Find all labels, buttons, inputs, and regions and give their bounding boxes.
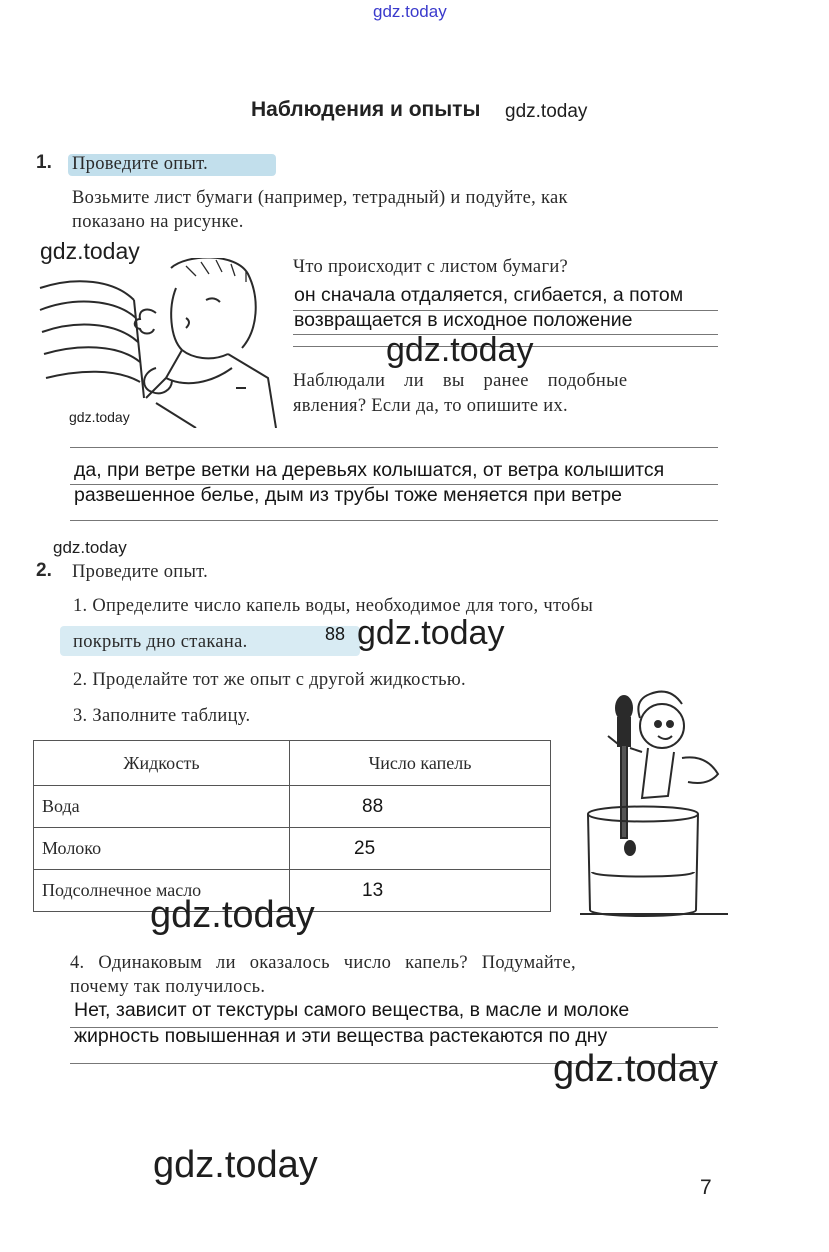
table-cell-liquid: Вода [34,786,290,828]
task2-title: Проведите опыт. [72,562,209,582]
task1-answer-2-line2: развешенное белье, дым из трубы тоже меняется при ветре [74,484,623,506]
task1-number: 1. [36,152,52,173]
page-number: 7 [700,1176,712,1199]
task1-question-1: Что происходит с листом бумаги? [293,257,569,277]
task2-answer-4-line1: Нет, зависит от текстуры самого вещества, в масле и молоке [74,999,630,1021]
task2-step1-line1: 1. Определите число капель воды, необходимое для того, чтобы [73,596,594,616]
answer-line [70,447,718,448]
task2-answer-4-line2: жирность повышенная и эти вещества растекаются по дну [74,1025,608,1047]
table-header-row [34,741,551,786]
task1-answer-1-line1: он сначала отдаляется, сгибается, а потом [294,284,684,306]
watermark-top: gdz.today [373,2,447,21]
table-cell-drops: 88 [290,786,551,828]
task1-answer-1-line2: возвращается в исходное положение [294,309,633,331]
girl-with-dropper-illustration [578,688,728,920]
drops-table [33,740,551,912]
watermark-center-1: gdz.today [386,331,534,369]
table-row [34,828,551,870]
table-row [34,786,551,828]
watermark-right: gdz.today [553,1048,718,1090]
watermark-center-3: gdz.today [150,894,315,936]
task1-answer-2-line1: да, при ветре ветки на деревьях колышатся, от ветра колышится [74,459,665,481]
watermark-left-2: gdz.today [69,409,130,425]
answer-line [70,520,718,521]
task1-question-2-line2: явления? Если да, то опишите их. [293,396,568,416]
task1-intro-2: показано на рисунке. [72,212,244,232]
boy-blowing-paper-illustration [36,258,281,428]
task2-step1-answer: 88 [325,624,346,644]
task1-question-2-line1: Наблюдали ли вы ранее подобные [293,371,628,391]
watermark-left-1: gdz.today [40,238,140,264]
watermark-center-2: gdz.today [357,614,505,652]
table-header-liquid: Жидкость [34,741,290,786]
task2-number: 2. [36,560,52,581]
task2-step4-line2: почему так получилось. [70,977,266,997]
table-cell-liquid: Молоко [34,828,290,870]
table-cell-liquid: Подсолнечное масло [34,870,290,912]
task2-step1-line2: покрыть дно стакана. [73,632,248,652]
table-cell-drops: 25 [290,828,551,870]
task2-step4-line1: 4. Одинаковым ли оказалось число капель? Подумайте, [70,953,576,973]
watermark-heading: gdz.today [505,101,588,122]
task1-title: Проведите опыт. [72,154,209,174]
page-heading: Наблюдения и опыты [251,98,481,121]
watermark-left-3: gdz.today [53,538,127,557]
task1-intro-1: Возьмите лист бумаги (например, тетрадный) и подуйте, как [72,188,568,208]
table-cell-drops: 13 [290,870,551,912]
task2-step2: 2. Проделайте тот же опыт с другой жидкостью. [73,670,466,690]
task2-step3: 3. Заполните таблицу. [73,706,251,726]
table-header-drops: Число капель [290,741,551,786]
watermark-bottom: gdz.today [153,1144,318,1186]
